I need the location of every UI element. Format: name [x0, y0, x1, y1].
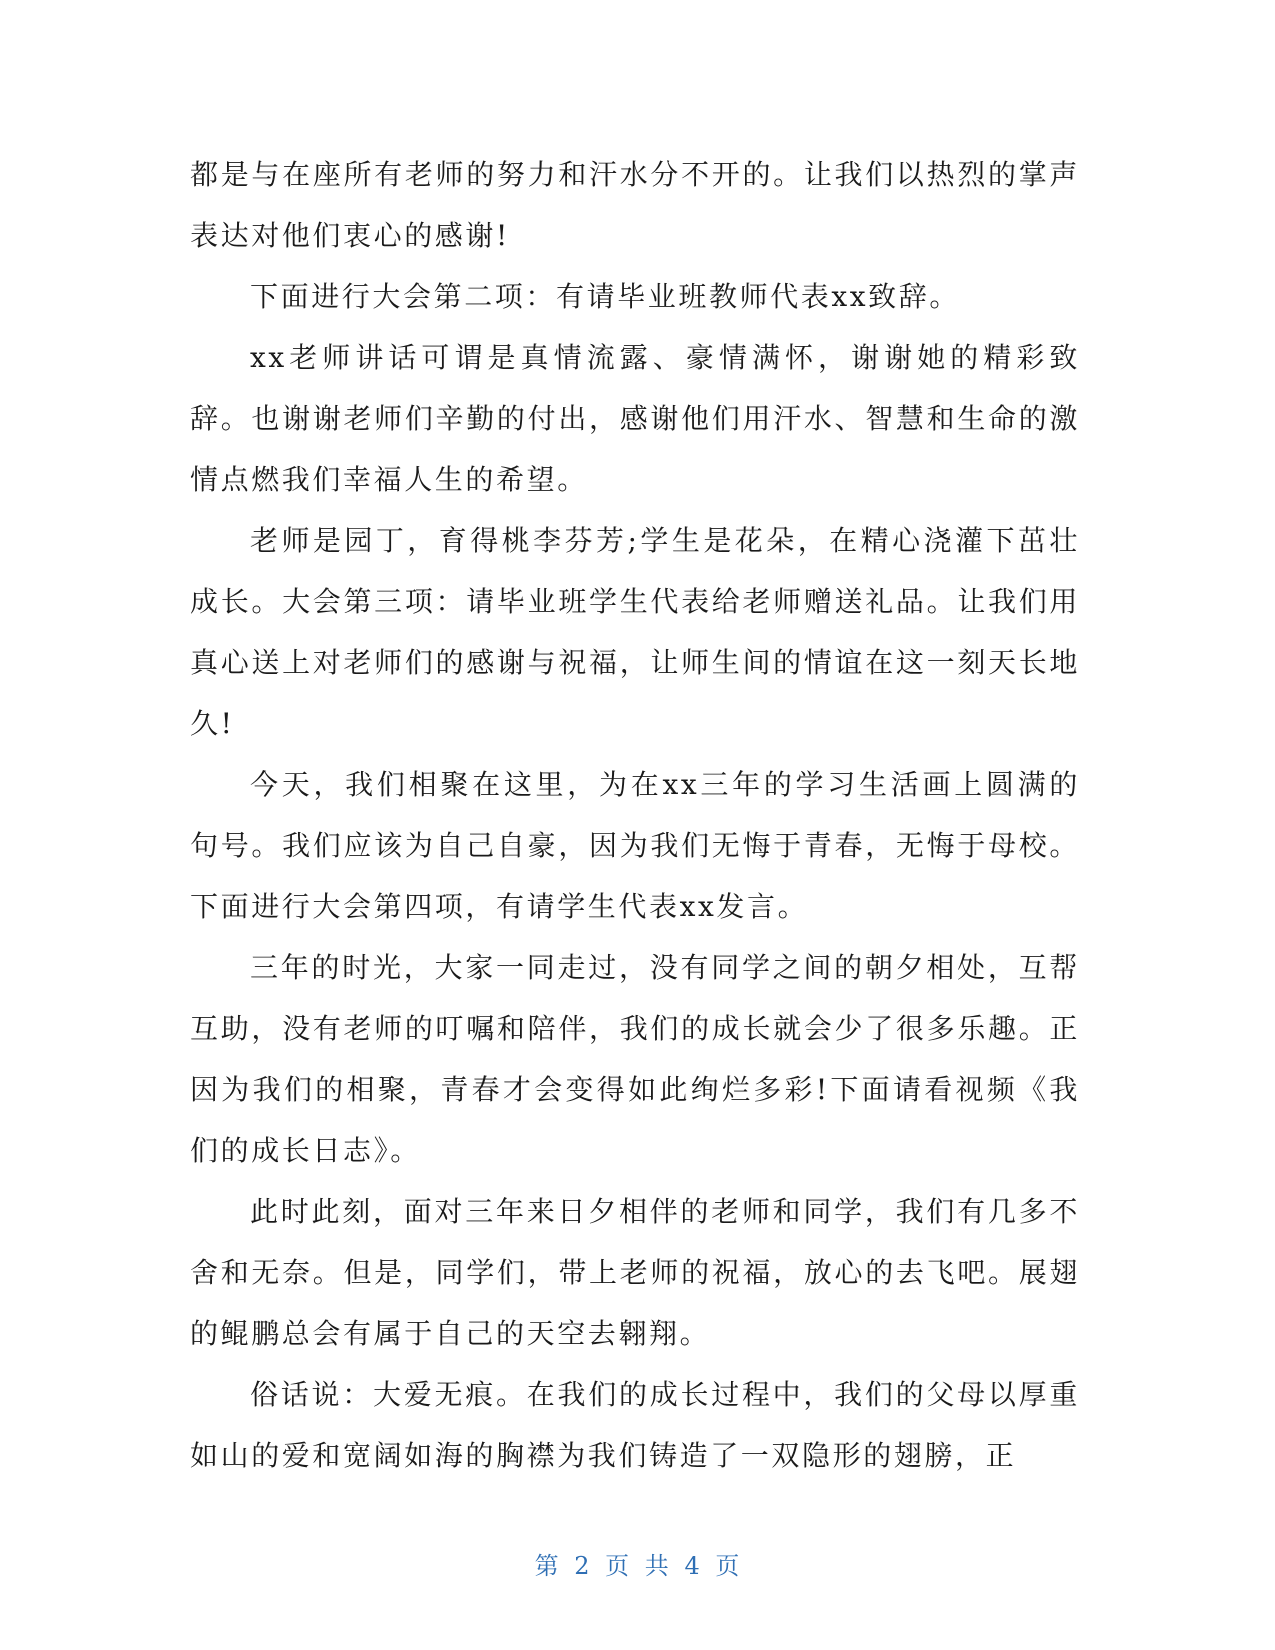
paragraph-8: 俗话说：大爱无痕。在我们的成长过程中，我们的父母以厚重如山的爱和宽阔如海的胸襟为我们铸造了一双隐形的翅膀，正	[190, 1378, 1080, 1472]
page-number-footer: 第 2 页 共 4 页	[534, 1552, 741, 1580]
paragraph-2: 下面进行大会第二项：有请毕业班教师代表xx致辞。	[250, 280, 960, 313]
paragraph-4: 老师是园丁，育得桃李芬芳;学生是花朵，在精心浇灌下茁壮成长。大会第三项：请毕业班学生代表给老师赠送礼品。让我们用真心送上对老师们的感谢与祝福，让师生间的情谊在这一刻天长地久!	[190, 524, 1080, 740]
paragraph-5: 今天，我们相聚在这里，为在xx三年的学习生活画上圆满的句号。我们应该为自己自豪，因为我们无悔于青春，无悔于母校。下面进行大会第四项，有请学生代表xx发言。	[190, 768, 1080, 923]
paragraph-3: xx老师讲话可谓是真情流露、豪情满怀，谢谢她的精彩致辞。也谢谢老师们辛勤的付出，感谢他们用汗水、智慧和生命的激情点燃我们幸福人生的希望。	[190, 341, 1080, 496]
paragraph-1: 都是与在座所有老师的努力和汗水分不开的。让我们以热烈的掌声表达对他们衷心的感谢!	[190, 158, 1080, 252]
paragraph-7: 此时此刻，面对三年来日夕相伴的老师和同学，我们有几多不舍和无奈。但是，同学们，带上老师的祝福，放心的去飞吧。展翅的鲲鹏总会有属于自己的天空去翱翔。	[190, 1195, 1080, 1350]
document-body	[190, 144, 1080, 1486]
paragraph-6: 三年的时光，大家一同走过，没有同学之间的朝夕相处，互帮互助，没有老师的叮嘱和陪伴，我们的成长就会少了很多乐趣。正因为我们的相聚，青春才会变得如此绚烂多彩!下面请看视频《我们的成长日志》。	[190, 951, 1080, 1167]
